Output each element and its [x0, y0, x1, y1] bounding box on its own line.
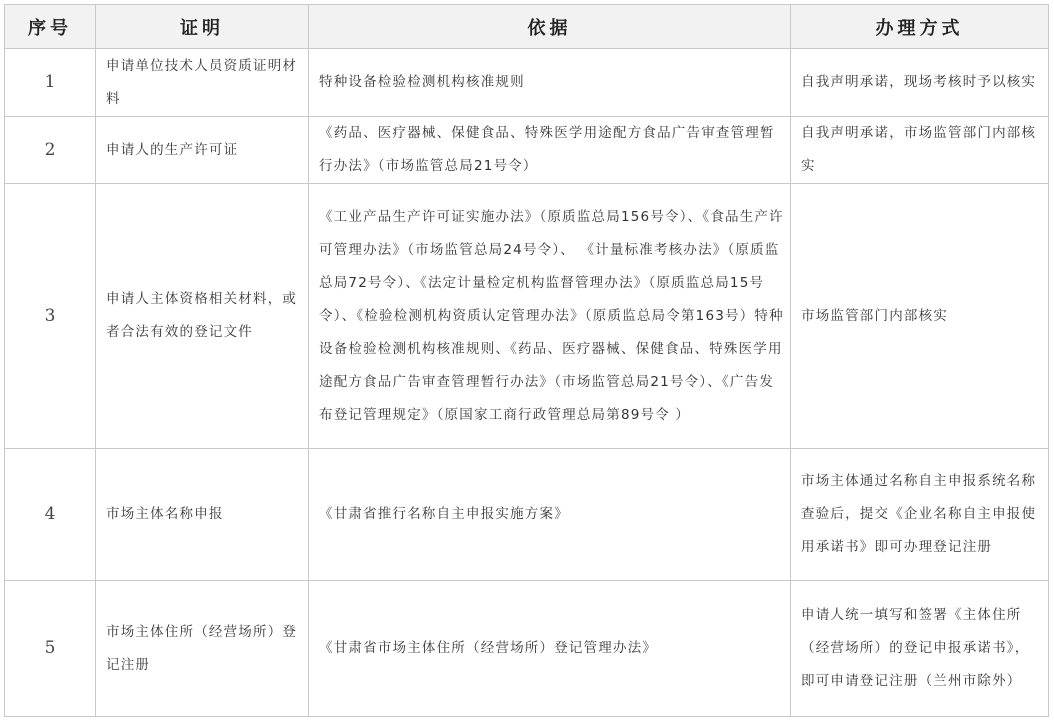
header-serial-number: 序号: [5, 5, 96, 49]
certificate-cell: 市场主体住所（经营场所）登记注册: [96, 581, 309, 717]
certificate-cell: 市场主体名称申报: [96, 449, 309, 581]
certificate-cell: 申请人主体资格相关材料，或者合法有效的登记文件: [96, 184, 309, 449]
basis-cell: 《甘肃省推行名称自主申报实施方案》: [309, 449, 791, 581]
serial-number-cell: 1: [5, 49, 96, 117]
handling-method-cell: 申请人统一填写和签署《主体住所（经营场所）的登记申报承诺书》，即可申请登记注册（兰州市除外）: [791, 581, 1049, 717]
handling-method-cell: 自我声明承诺，现场考核时予以核实: [791, 49, 1049, 117]
basis-cell: 《工业产品生产许可证实施办法》（原质监总局156号令）、《食品生产许可管理办法》（市场监管总局24号令）、 《计量标准考核办法》（原质监总局72号令）、《法定计量检定机构监督管理办法》（原质监总局15号令）、《检验检测机构资质认定管理办法》（原质监总局令第163号）特种设备检验检测机构核准规则、《药品、医疗器械、保健食品、特殊医学用途配方食品广告审查管理暂行办法》（市场监管总局21号令）、《广告发布登记管理规定》（原国家工商行政管理总局第89号令 ）: [309, 184, 791, 449]
basis-cell: 《药品、医疗器械、保健食品、特殊医学用途配方食品广告审查管理暂行办法》（市场监管总局21号令）: [309, 117, 791, 184]
table-body: [5, 49, 1049, 717]
table-row: [5, 581, 1049, 717]
handling-method-cell: 市场监管部门内部核实: [791, 184, 1049, 449]
basis-cell: 《甘肃省市场主体住所（经营场所）登记管理办法》: [309, 581, 791, 717]
table-row: [5, 49, 1049, 117]
header-row: [5, 5, 1049, 49]
serial-number-cell: 3: [5, 184, 96, 449]
header-certificate: 证明: [96, 5, 309, 49]
serial-number-cell: 2: [5, 117, 96, 184]
serial-number-cell: 5: [5, 581, 96, 717]
handling-method-cell: 市场主体通过名称自主申报系统名称查验后，提交《企业名称自主申报使用承诺书》即可办理登记注册: [791, 449, 1049, 581]
certificate-cell: 申请单位技术人员资质证明材料: [96, 49, 309, 117]
serial-number-cell: 4: [5, 449, 96, 581]
handling-method-cell: 自我声明承诺，市场监管部门内部核实: [791, 117, 1049, 184]
basis-cell: 特种设备检验检测机构核准规则: [309, 49, 791, 117]
table-row: [5, 449, 1049, 581]
header-basis: 依据: [309, 5, 791, 49]
table-row: [5, 117, 1049, 184]
certificate-cell: 申请人的生产许可证: [96, 117, 309, 184]
table-header: [5, 5, 1049, 49]
certification-table: [4, 4, 1049, 717]
table-row: [5, 184, 1049, 449]
header-handling-method: 办理方式: [791, 5, 1049, 49]
